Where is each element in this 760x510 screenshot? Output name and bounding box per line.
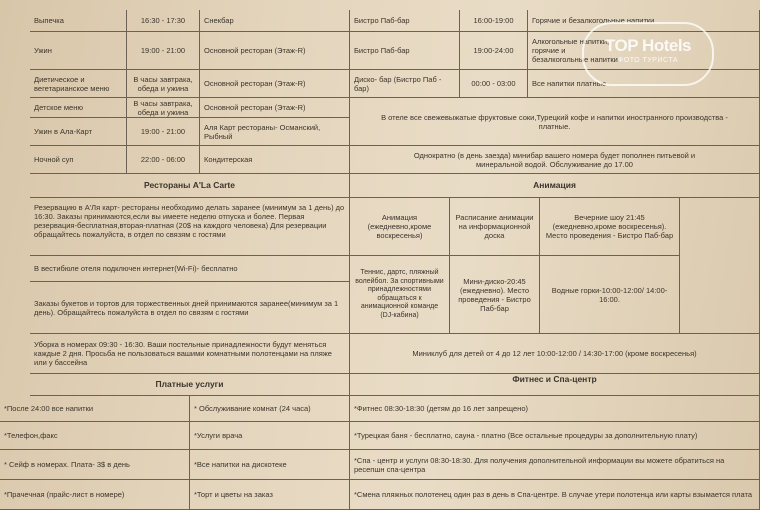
water-slides: Водные горки-10:00-12:00/ 14:00-16:00. [540,256,680,334]
bar-time: 00:00 - 03:00 [460,70,528,98]
animation-schedule: Анимация (ежедневно,кроме воскресенья) [350,198,450,256]
paid-services-header: Платные услуги [30,374,350,396]
bar-name: Бистро Паб-бар [350,32,460,70]
watermark-logo: TOP Hotels [604,36,691,55]
paid-item: *Все напитки на дискотеке [190,450,350,480]
sports-info: Теннис, дартс, пляжный волейбол. За спортивными принадлежностями обращаться к анимационной команде (DJ-кабина) [350,256,450,334]
cleaning-info: Уборка в номерах 09:30 - 16:30. Ваши постельные принадлежности будут меняться каждые 2 дня. Просьба не пользоваться вашими комнатными полотенцами на пляже или у бассейна [30,334,350,374]
meal-place: Снекбар [200,10,350,32]
alacarte-header: Рестораны A'La Carte [30,174,350,198]
bar-time: 19:00-24:00 [460,32,528,70]
paid-item: *Услуги врача [190,422,350,450]
paid-item: *Торт и цветы на заказ [190,480,350,510]
meal-place: Кондитерская [200,146,350,174]
paid-item: *Прачечная (прайс-лист в номере) [0,480,190,510]
bar-time: 16:00-19:00 [460,10,528,32]
meal-time: 19:00 - 21:00 [127,118,200,146]
meal-place: Аля Карт рестораны- Османский, Рыбный [200,118,350,146]
empty-cell [680,198,760,334]
watermark-caption: ФОТО ТУРИСТА [617,57,679,64]
fitness-item: *Фитнес 08:30-18:30 (детям до 16 лет запрещено) [350,396,760,422]
meal-time: 22:00 - 06:00 [127,146,200,174]
paid-item: *Телефон,факс [0,422,190,450]
animation-board: Расписание анимации на информационной доска [450,198,540,256]
meal-place: Основной ресторан (Этаж-R) [200,70,350,98]
paid-item: * Сейф в номерах. Плата- 3$ в день [0,450,190,480]
meal-time: 16:30 - 17:30 [127,10,200,32]
juice-note: В отеле все свежевыжатые фруктовые соки,Турецкий кофе и напитки иностранного производства - платные. [350,98,760,146]
evening-show: Вечерние шоу 21:45 (ежедневно,кроме воскресенья). Место проведения - Бистро Паб-бар [540,198,680,256]
paid-item: * Обслуживание комнат (24 часа) [190,396,350,422]
fitness-item: *Турецкая баня - бесплатно, сауна - платно (Все остальные процедуры за дополнительную плату) [350,422,760,450]
meal-name: Детское меню [30,98,127,118]
meal-name: Ночной суп [30,146,127,174]
meal-name: Диетическое и вегетарианское меню [30,70,127,98]
meal-time: 19:00 - 21:00 [127,32,200,70]
mini-disco: Мини-диско-20:45 (ежедневно). Место проведения - Бистро Паб-бар [450,256,540,334]
minibar-note: Однократно (в день заезда) минибар вашего номера будет пополнен питьевой и минеральной водой. Обслуживание до 17.00 [350,146,760,174]
fitness-item: *Смена пляжных полотенец один раз в день в Спа-центре. В случае утери полотенца или карты взымается плата [350,480,760,510]
bar-drinks: Горячие и безалкогольные напитки [528,10,760,32]
meal-time: В часы завтрака, обеда и ужина [127,98,200,118]
wifi-info: В вестибюле отеля подключен интернет(Wi-Fi)- бесплатно [30,256,350,282]
bar-name: Диско- бар (Бистро Паб - бар) [350,70,460,98]
bar-drinks: Все напитки платные [528,70,760,98]
fitness-header: Фитнес и Спа-центр [350,364,760,396]
meal-name: Ужин в Ала-Карт [30,118,127,146]
bar-name: Бистро Паб-бар [350,10,460,32]
reservation-info: Резервацию в А'Ля карт- рестораны необходимо делать заранее (минимум за 1 день) до 16:30. Заказы принимаются,если вы имеете неделю отпуска и более. Первая резервация-бесплатная,вторая-платная (20$ на каждого человека) Для резервации обращайтесь пожалуйста, в отдел по связям с гостями [30,198,350,256]
cakes-info: Заказы букетов и тортов для торжественных дней принимаются заранее(минимум за 1 день). Обращайтесь пожалуйста в отдел по связям с гостями [30,282,350,334]
bar-drinks: Алкогольные напитки, горячие и безалкогольные напитки [528,32,760,70]
meal-time: В часы завтрака, обеда и ужина [127,70,200,98]
tophotels-watermark [582,22,714,86]
meal-place: Основной ресторан (Этаж-R) [200,98,350,118]
animation-header: Анимация [350,174,760,198]
meal-name: Выпечка [30,10,127,32]
meal-name: Ужин [30,32,127,70]
paid-item: *После 24:00 все напитки [0,396,190,422]
meal-place: Основной ресторан (Этаж-R) [200,32,350,70]
fitness-item: *Спа - центр и услуги 08:30-18:30. Для получения дополнительной информации вы можете обратиться на ресепшн спа-центра [350,450,760,480]
miniclub-info: Миниклуб для детей от 4 до 12 лет 10:00-12:00 / 14:30-17:00 (кроме воскресенья) [350,334,760,374]
